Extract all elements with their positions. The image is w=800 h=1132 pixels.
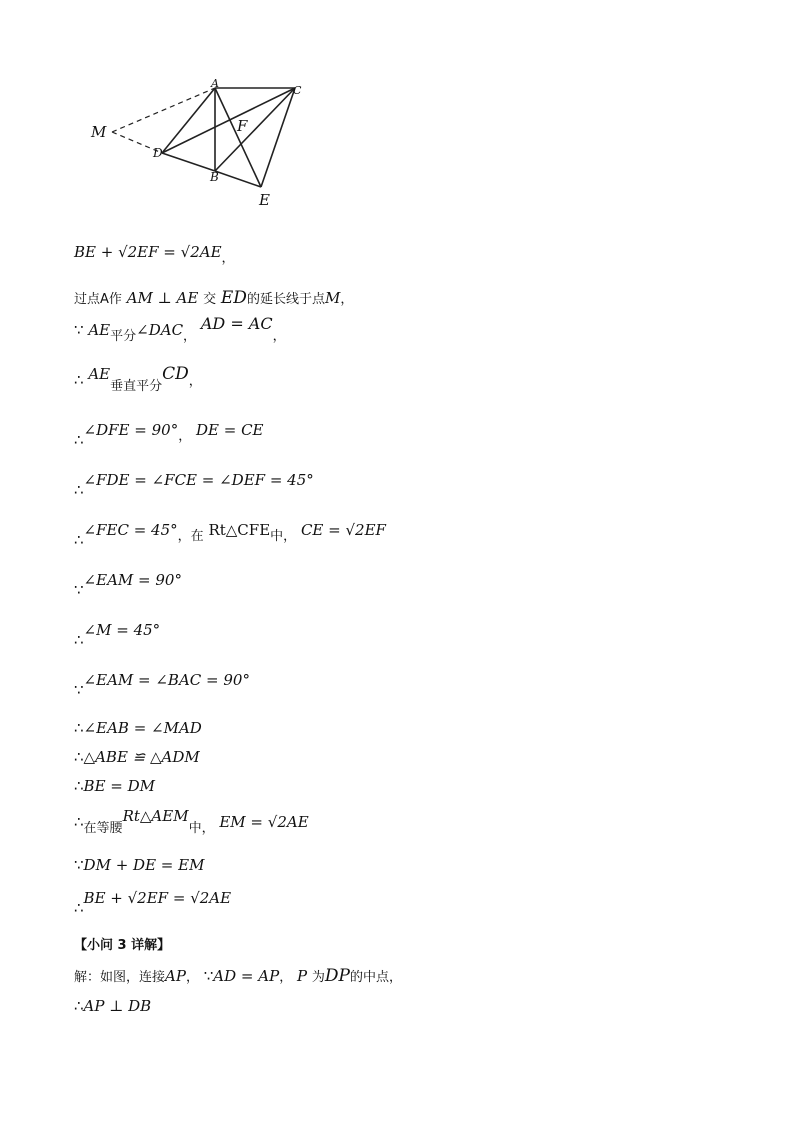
- solution-line-6: ∴∠FDE = ∠FCE = ∠DEF = 45°: [74, 471, 314, 499]
- segment-BC: [215, 88, 295, 171]
- segment-AD: [162, 88, 215, 153]
- geometry-figure: [80, 75, 320, 215]
- solution-line-19: ∴AP ⊥ DB: [74, 997, 152, 1015]
- solution-line-13: ∴BE = DM: [74, 777, 156, 795]
- solution-line-7: ∴∠FEC = 45°，在 Rt△CFE中， CE = √2EF: [74, 521, 386, 549]
- solution-line-3: ∵ AE平分∠DAC， AD = AC，: [74, 314, 286, 344]
- solution-line-12: ∴△ABE ≌ △ADM: [74, 748, 200, 766]
- label-C: C: [293, 84, 302, 97]
- label-B: B: [210, 170, 219, 184]
- segment-DB: [162, 153, 215, 171]
- label-M: M: [91, 123, 107, 141]
- solution-line-5: ∴∠DFE = 90°， DE = CE: [74, 421, 264, 449]
- solution-line-14: ∴在等腰Rt△AEM中， EM = √2AE: [74, 807, 309, 836]
- section-heading: 【小问 3 详解】: [74, 938, 171, 953]
- label-D: D: [153, 146, 163, 160]
- solution-line-4: ∴ AE垂直平分CD，: [74, 364, 202, 394]
- solution-line-15: ∵DM + DE = EM: [74, 856, 205, 874]
- solution-line-11: ∴∠EAB = ∠MAD: [74, 719, 202, 737]
- solution-line-18: 解：如图，连接AP， ∵AD = AP， P 为DP的中点，: [74, 966, 402, 986]
- segment-MA-dashed: [112, 88, 215, 132]
- label-F: F: [237, 117, 248, 135]
- solution-line-8: ∵∠EAM = 90°: [74, 571, 182, 599]
- solution-line-9: ∴∠M = 45°: [74, 621, 161, 649]
- solution-line-16: ∴BE + √2EF = √2AE: [74, 889, 232, 917]
- segment-DC: [162, 88, 295, 153]
- solution-line-1: BE + √2EF = √2AE，: [74, 243, 235, 266]
- label-E: E: [259, 191, 270, 209]
- solution-line-2: 过点A作 AM ⊥ AE 交 ED的延长线于点M，: [74, 288, 354, 308]
- label-A: A: [211, 77, 219, 90]
- segment-AE: [215, 88, 261, 187]
- solution-line-10: ∵∠EAM = ∠BAC = 90°: [74, 671, 250, 699]
